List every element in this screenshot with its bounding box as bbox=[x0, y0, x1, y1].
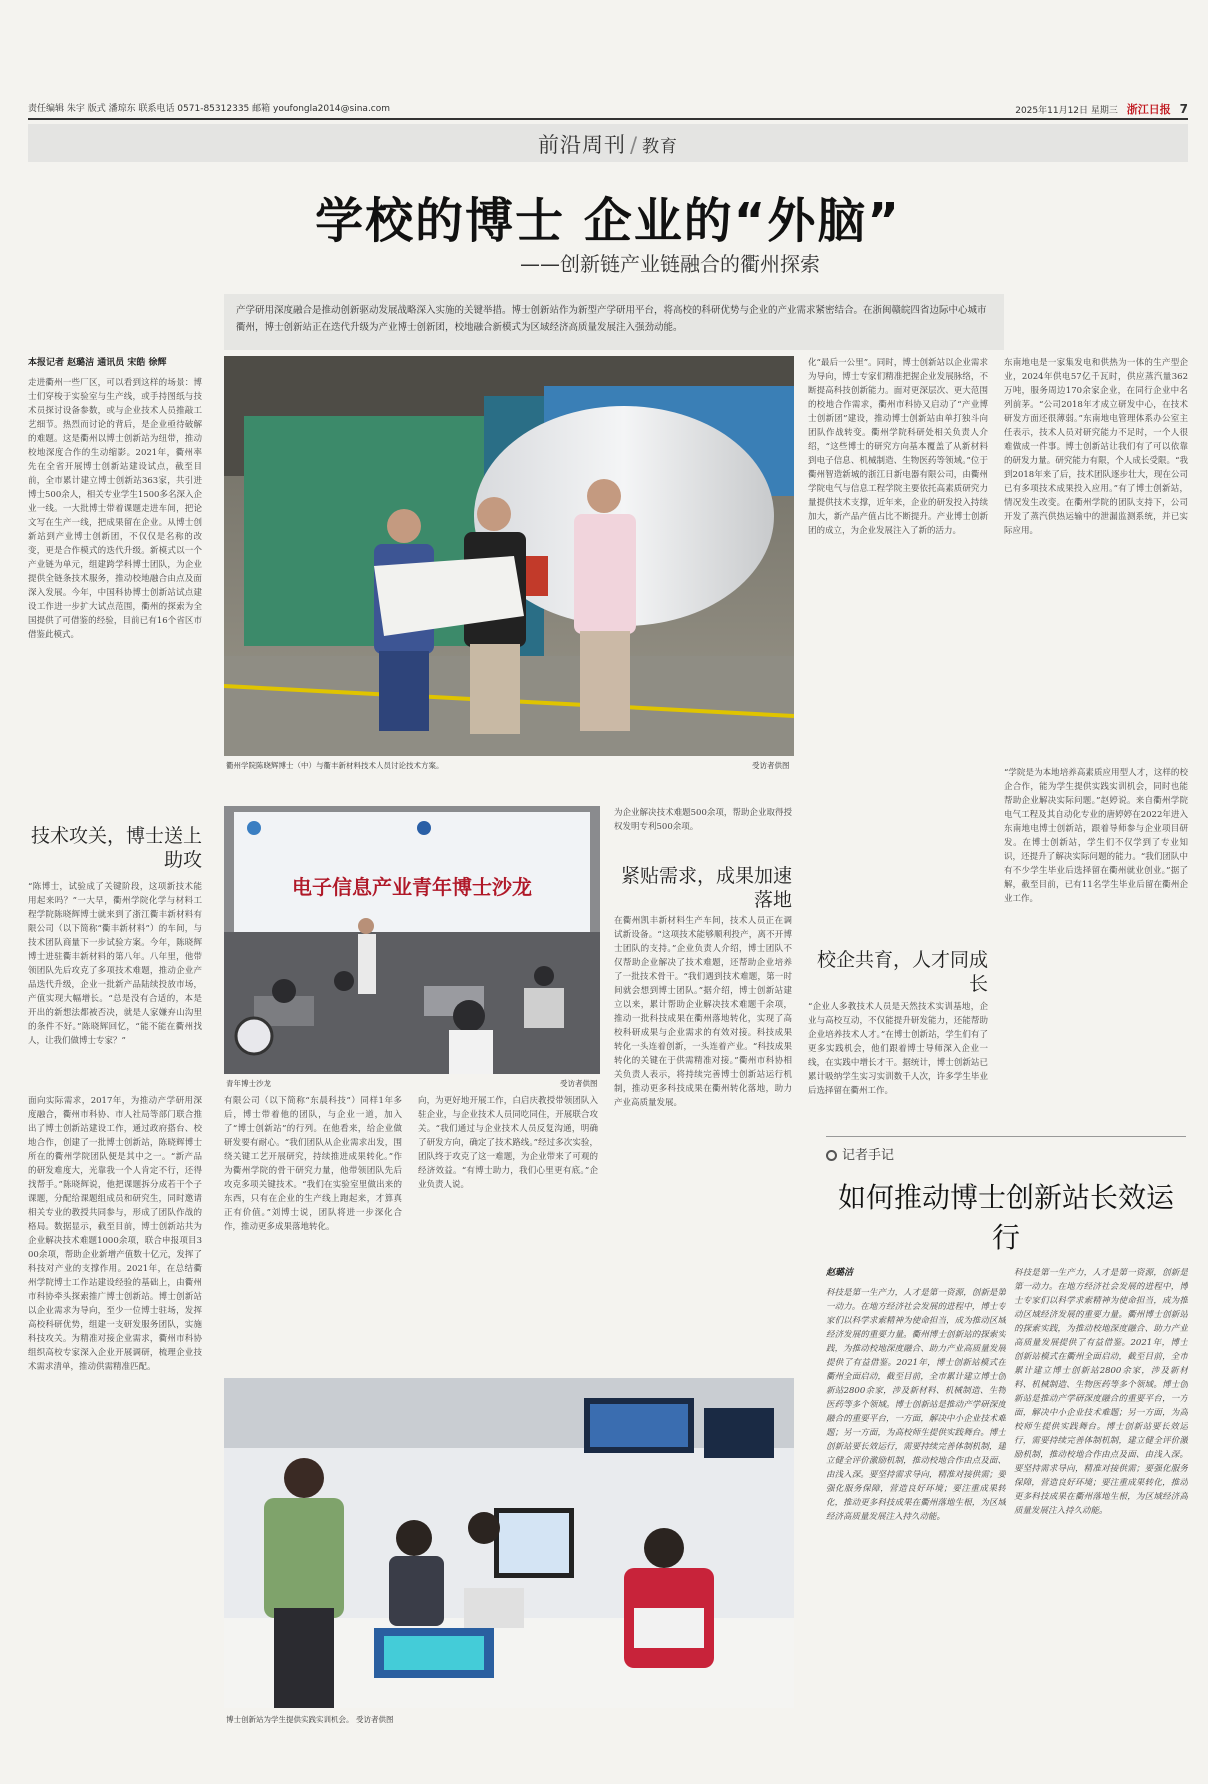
commentary-column-2 bbox=[1014, 1266, 1188, 1566]
masthead-right bbox=[1015, 101, 1188, 117]
column-5-top bbox=[1004, 356, 1188, 756]
body-text: 化“最后一公里”。同时，博士创新站以企业需求为导向，博士专家们精准把握企业发展脉络，不断提高科技创新能力。面对更深层次、更大范围的校地合作需求，衢州市科协又启动了“产业博士创新团”建设，推动博士创新站由单打独斗向团队作战转变。衢州学院科研处相关负责人介绍，“这些博士的研究方向基本覆盖了从新材料到电子信息、机械制造、生物医药等领域。”位于衢州智造新城的浙江日新电器有限公司，由衢州学院电气与信息工程学院主要依托高素质研究力量提供技术支撑，近年来，企业的研发投入持续加大，新产品产值占比不断提升。产业博士创新团的成立，为企业发展注入了新的活力。 bbox=[808, 358, 988, 536]
notes-tag bbox=[826, 1144, 894, 1163]
body-text: 走进衢州一些厂区，可以看到这样的场景：博士们穿梭于实验室与生产线，或手持图纸与技术员探讨设备参数，或与企业技术人员推敲工艺细节。热烈而讨论的背后，是企业亟待破解的难题。这是衢州以博士创新站为纽带，推动校地深度合作的生动缩影。2021年，衢州率先在全省开展博士创新站建设试点，截至目前，全市累计建立博士创新站363家，共引进博士500余人，相关专业学生1500多名深入企业一线。一大批博士带着课题走进车间，把论文写在生产一线，把成果留在企业。从博士创新站到产业博士创新团，不仅仅是名称的改变，更是合作模式的迭代升级。新模式以一个产业链为单元，组建跨学科博士团队，为企业提供全链条技术服务，推动校地融合由点及面深入发展。今年，中国科协博士创新站试点建设工作进一步扩大试点范围，衢州的探索为全国提供了可借鉴的经验，目前已有16个省区市借鉴此模式。 bbox=[28, 378, 202, 640]
photo3-caption: 博士创新站为学生提供实践实训机会。 bbox=[226, 1715, 354, 1724]
body-text: 面向实际需求，2017年，为推动产学研用深度融合，衢州市科协、市人社局等部门联合推出了博士创新站建设工作，通过政府搭台、校地合作，创建了一批博士创新站，陈晓辉博士所在的衢州学院团队便是其中之一。“新产品的研发难度大，光靠我一个人肯定不行，还得找帮手。”陈晓辉说，他把课题拆分成若干个子课题，分配给课题组成员和研究生，同时邀请相关专业的教授共同参与，形成了团队作战的格局。数据显示，截至目前，博士创新站共为企业解决技术难题1000余项，联合申报项目300余项，帮助企业新增产值数十亿元，发挥了科技对产业的支撑作用。2021年，在总结衢州学院博士工作站建设经验的基础上，由衢州市科协牵头探索推广博士创新站。博士创新站以企业需求为导向，至少一位博士驻场，发挥高校科研优势，组建一支研发服务团队，实施科技攻关。为精准对接企业需求，衢州市科协组织高校专家深入企业开展调研，梳理企业技术需求清单，推动供需精准匹配。 bbox=[28, 1096, 202, 1372]
photo1-credit: 受访者供图 bbox=[752, 761, 790, 770]
masthead-date: 2025年11月12日 星期三 bbox=[1015, 106, 1118, 116]
subtitle-tech-breakthrough: 技术攻关，博士送上助攻 bbox=[30, 825, 202, 871]
commentary-byline: 赵璐洁 bbox=[826, 1268, 854, 1278]
subheadline: ——创新链产业链融合的衢州探索 bbox=[520, 252, 820, 276]
headline: 学校的博士 企业的“外脑” bbox=[315, 193, 901, 249]
photo-student-lab bbox=[224, 1378, 794, 1708]
slide-title: 电子信息产业青年博士沙龙 bbox=[292, 875, 532, 899]
section-name: 前沿周刊 bbox=[537, 133, 626, 157]
column-4-top bbox=[808, 356, 988, 926]
photo-factory-discussion bbox=[224, 356, 794, 756]
body-text: “学院是为本地培养高素质应用型人才，这样的校企合作，能为学生提供实践实训机会，同时也能帮助企业解决实际问题。”赵婷说。来自衢州学院电气工程及其自动化专业的唐婷婷在2022年进入东南地电博士创新站，跟着导师参与企业项目研发。在博士创新站，学生们不仅学到了专业知识，还提升了解决实际问题的能力。“我们团队中有不少学生毕业后选择留在衢州就业创业。”据了解，截至目前，已有11名学生毕业后留在衢州企业工作。 bbox=[1004, 768, 1188, 904]
subsection-name: 教育 bbox=[642, 137, 679, 157]
body-text: 在衢州凯丰新材料生产车间，技术人员正在调试新设备。“这项技术能够顺利投产，离不开博士团队的支持。”企业负责人介绍，博士团队不仅帮助企业解决了技术难题，还帮助企业培养了一批技术骨干。“我们遇到技术难题，第一时间就会想到博士团队。”据介绍，博士创新站建立以来，累计帮助企业解决技术难题千余项，推动一批科技成果在衢州落地转化，实现了高校科研成果与企业需求的有效对接。科技成果转化一头连着创新，一头连着产业。“科技成果转化的关键在于供需精准对接。”衢州市科协相关负责人表示，将持续完善博士创新站运行机制，推动更多科技成果在衢州转化落地，助力产业高质量发展。 bbox=[614, 916, 792, 1108]
body-text: 有限公司（以下简称“东晨科技”）同样1年多后，博士带着他的团队，与企业一道，加入了“博士创新站”的行列。在他看来，给企业做研发要有耐心。“我们团队从企业需求出发，围绕关键工艺开展研究，持续推进成果转化。”作为衢州学院的骨干研究力量，他带领团队先后攻克多项关键技术。“我们在实验室里做出来的东西，只有在企业的生产线上跑起来，才算真正有价值。”刘博士说，团队将进一步深化合作，推动更多成果落地转化。 bbox=[224, 1096, 402, 1232]
subtitle-talent: 校企共育，人才同成长 bbox=[816, 949, 988, 995]
subtitle-demand: 紧贴需求，成果加速落地 bbox=[620, 865, 792, 911]
column-3-top bbox=[614, 806, 792, 840]
masthead-editors: 责任编辑 朱宇 版式 潘琼东 联系电话 0571-85312335 邮箱 youfongla2014@sina.com bbox=[28, 104, 391, 114]
column-4-mid bbox=[808, 1000, 988, 1124]
body-text: 东南地电是一家集发电和供热为一体的生产型企业，2024年供电57亿千瓦时，供应蒸汽量362万吨，服务周边170余家企业，在同行企业中名列前茅。“公司2018年才成立研发中心，在技术研发方面还很薄弱。”东南地电管理体系办公室主任表示，技术人员对研究能力不足时，一个人很难做成一件事。博士创新站让我们有了可以依靠的研发力量。研究能力有限，个人成长受限。“我到2018年来了后，技术团队逐步壮大，现在公司已有多项技术成果投入应用。”有了博士创新站，情况发生改变。在衢州学院的团队支持下，公司开发了蒸汽供热运输中的泄漏监测系统，并已实际应用。 bbox=[1004, 358, 1188, 536]
column-3-mid bbox=[614, 914, 792, 1348]
commentary-body-cont: 科技是第一生产力，人才是第一资源，创新是第一动力。在地方经济社会发展的进程中，博士专家们以科学求索精神为使命担当，成为推动区域经济发展的重要力量。衢州博士创新站的探索实践，为推动校地深度融合、助力产业高质量发展提供了有益借鉴。2021年，博士创新站模式在衢州全面启动，截至目前，全市累计建立博士创新站2800余家，涉及新材料、机械制造、生物医药等多个领域。博士创新站是推动产学研深度融合的重要平台，一方面，解决中小企业技术难题；另一方面，为高校师生提供实践舞台。博士创新站要长效运行，需要持续完善体制机制，建立健全评价激励机制，推动校地合作由点及面、由浅入深。要坚持需求导向，精准对接供需；要强化服务保障，营造良好环境；要注重成果转化，推动更多科技成果在衢州落地生根，为区域经济高质量发展注入持久动能。 bbox=[1014, 1268, 1188, 1516]
photo3-credit: 受访者供图 bbox=[356, 1715, 394, 1724]
newspaper-logo: 浙江日报 bbox=[1126, 103, 1171, 116]
photo2-caption: 青年博士沙龙 bbox=[226, 1079, 271, 1088]
section-banner bbox=[28, 124, 1188, 162]
notes-tag-label: 记者手记 bbox=[842, 1148, 895, 1163]
column-1-top bbox=[28, 356, 202, 808]
commentary-body: 科技是第一生产力，人才是第一资源，创新是第一动力。在地方经济社会发展的进程中，博士专家们以科学求索精神为使命担当，成为推动区域经济发展的重要力量。衢州博士创新站的探索实践，为推动校地深度融合、助力产业高质量发展提供了有益借鉴。2021年，博士创新站模式在衢州全面启动，截至目前，全市累计建立博士创新站2800余家，涉及新材料、机械制造、生物医药等多个领域。博士创新站是推动产学研深度融合的重要平台，一方面，解决中小企业技术难题；另一方面，为高校师生提供实践舞台。博士创新站要长效运行，需要持续完善体制机制，建立健全评价激励机制，推动校地合作由点及面、由浅入深。要坚持需求导向，精准对接供需；要强化服务保障，营造良好环境；要注重成果转化，推动更多科技成果在衢州落地生根，为区域经济高质量发展注入持久动能。 bbox=[826, 1288, 1006, 1522]
photo2-credit: 受访者供图 bbox=[560, 1079, 598, 1088]
column-2b-bottom bbox=[418, 1094, 598, 1376]
commentary-column-1 bbox=[826, 1266, 1006, 1626]
lead-paragraph: 产学研用深度融合是推动创新驱动发展战略深入实施的关键举措。博士创新站作为新型产学研用平台，将高校的科研优势与企业的产业需求紧密结合。在浙闽赣皖四省边际中心城市衢州，博士创新站正在迭代升级为产业博士创新团，校地融合新模式为区域经济高质量发展注入强劲动能。 bbox=[224, 294, 1004, 350]
body-text: 向，为更好地开展工作，白启庆教授带领团队入驻企业，与企业技术人员同吃同住，开展联合攻关。“我们通过与企业技术人员反复沟通，明确了研发方向，确定了技术路线。”经过多次实验，团队终于攻克了这一难题，为企业带来了可观的经济效益。“有博士助力，我们心里更有底。”企业负责人说。 bbox=[418, 1096, 598, 1190]
masthead bbox=[28, 101, 1188, 115]
body-text: “企业人多教技术人员是天然技术实训基地，企业与高校互动，不仅能提升研发能力，还能帮助企业培养技术人才。”在博士创新站，学生们有了更多实践机会，他们跟着博士导师深入企业一线，在实践中增长才干。据统计，博士创新站已累计吸纳学生实习实训数千人次，许多学生毕业后选择留在衢州工作。 bbox=[808, 1002, 988, 1096]
page-number: 7 bbox=[1179, 102, 1188, 116]
column-5-mid bbox=[1004, 766, 1188, 1126]
column-1-mid bbox=[28, 880, 202, 1084]
body-text: 为企业解决技术难题500余项，帮助企业取得授权发明专利500余项。 bbox=[614, 808, 792, 832]
commentary-title: 如何推动博士创新站长效运行 bbox=[837, 1181, 1174, 1254]
byline: 本报记者 赵璐洁 通讯员 宋皓 徐辉 bbox=[28, 358, 167, 368]
photo-doctor-salon bbox=[224, 806, 600, 1074]
column-1-bottom bbox=[28, 1094, 202, 1764]
notes-circle-icon bbox=[826, 1150, 837, 1161]
photo1-caption: 衢州学院陈晓辉博士（中）与衢丰新材料技术人员讨论技术方案。 bbox=[226, 761, 444, 770]
column-2-bottom bbox=[224, 1094, 402, 1376]
notes-rule bbox=[826, 1136, 1186, 1137]
body-text: “陈博士，试验成了关键阶段，这项新技术能用起来吗？”一大早，衢州学院化学与材料工程学院陈晓辉博士就来到了浙江衢丰新材料有限公司（以下简称“衢丰新材料”）的车间，与技术团队商量下一步试验方案。今年，陈晓辉博士进驻衢丰新材料的第八年。八年里，他带领团队先后攻克了多项技术难题，推动企业产品迭代升级，企业一批新产品陆续投放市场，产值实现大幅增长。“总是没有合适的，本是开出的新想法都被否决，就是人家嫌弃山沟里的条件不好。”陈晓辉回忆，“能不能在衢州找人，让我们做博士专家？” bbox=[28, 882, 202, 1046]
top-rule bbox=[28, 118, 1188, 120]
section-separator: / bbox=[629, 133, 639, 157]
